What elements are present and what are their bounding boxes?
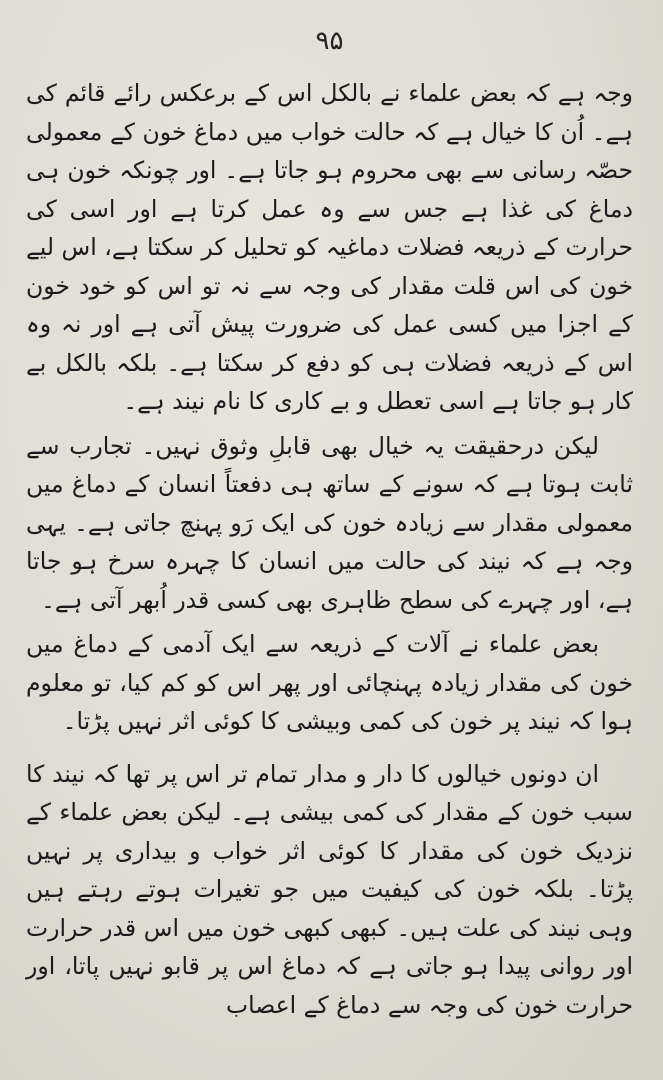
- paragraph-4: ان دونوں خیالوں کا دار و مدار تمام تر اس پر تھا کہ نیند کا سبب خون کے مقدار کی کمی بیشی ہے۔ لیکن بعض علماء کے نزدیک خون کی مقدار کا کوئی اثر خواب و بیداری پر نہیں پڑتا۔ بلکہ خون کی کیفیت میں جو تغیرات ہوتے رہتے ہیں وہی نیند کی علت ہیں۔ کبھی کبھی خون میں اس قدر حرارت اور روانی پیدا ہو جاتی ہے کہ دماغ اس پر قابو نہیں پاتا، اور حرارت خون کی وجہ سے دماغ کے اعصاب: [26, 759, 633, 1019]
- page-body: [26, 74, 633, 1024]
- paragraph-1: وجہ ہے کہ بعض علماء نے بالکل اس کے برعکس رائے قائم کی ہے۔ اُن کا خیال ہے کہ حالت خواب میں دماغ خون کے معمولی حصّہ رسانی سے بھی محروم ہو جاتا ہے۔ اور چونکہ خون ہی دماغ کی غذا ہے جس سے وہ عمل کرتا ہے اور اسی کی حرارت کے ذریعہ فضلات دماغیہ کو تحلیل کر سکتا ہے، اس لیے خون کی اس قلت مقدار کی وجہ سے نہ تو اس کو خود خون کے اجزا میں کسی عمل کی ضرورت پیش آتی ہے اور نہ وہ اس کے ذریعہ فضلات ہی کو دفع کر سکتا ہے۔ بلکہ بالکل بے کار ہو جاتا ہے اسی تعطل و بے کاری کا نام نیند ہے۔: [26, 79, 633, 415]
- paragraph-2: لیکن درحقیقت یہ خیال بھی قابلِ وثوق نہیں۔ تجارب سے ثابت ہوتا ہے کہ سونے کے ساتھ ہی دفعتاً انسان کے دماغ میں معمولی مقدار سے زیادہ خون کی ایک رَو پہنچ جاتی ہے۔ یہی وجہ ہے کہ نیند کی حالت میں انسان کا چہرہ سرخ ہو جاتا ہے، اور چہرے کی سطح ظاہری بھی کسی قدر اُبھر آتی ہے۔: [26, 431, 633, 614]
- paragraph-3: بعض علماء نے آلات کے ذریعہ سے ایک آدمی کے دماغ میں خون کی مقدار زیادہ پہنچائی اور پھر اس کو کم کیا، تو معلوم ہوا کہ نیند پر خون کی کمی وبیشی کا کوئی اثر نہیں پڑتا۔: [26, 630, 633, 735]
- page-number: ۹۵: [315, 26, 344, 56]
